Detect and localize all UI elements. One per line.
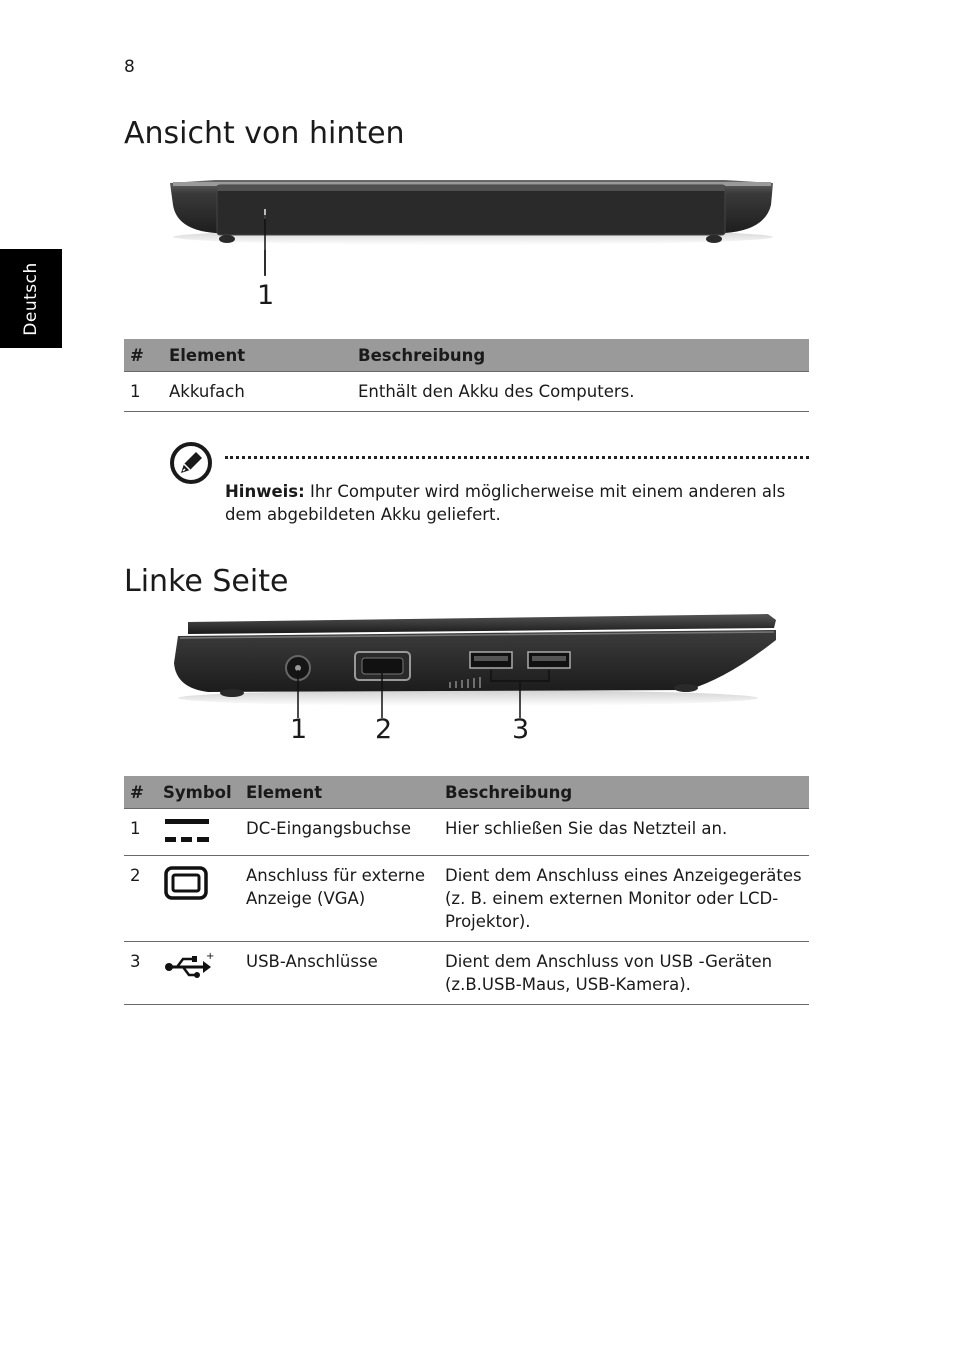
- table-row: [124, 856, 809, 942]
- side-tab-label: Deutsch: [21, 261, 41, 336]
- column-header: #: [124, 339, 163, 372]
- left-view-illustration: [168, 608, 783, 708]
- callout-number: 2: [375, 714, 393, 745]
- usb-icon: [163, 950, 213, 982]
- callout-number: 1: [257, 280, 275, 311]
- note-divider: [225, 456, 809, 459]
- row-symbol: [157, 942, 240, 1005]
- table-row: [124, 942, 809, 1005]
- row-description: Dient dem Anschluss eines Anzeigegerätes (z. B. einem externen Monitor oder LCD-Projektor).: [439, 856, 809, 942]
- row-description: Hier schließen Sie das Netzteil an.: [439, 809, 809, 856]
- row-element: Anschluss für externe Anzeige (VGA): [240, 856, 439, 942]
- callout-line: [264, 250, 268, 278]
- row-description: Enthält den Akku des Computers.: [352, 372, 809, 412]
- column-header: Beschreibung: [352, 339, 809, 372]
- note-body: Ihr Computer wird möglicherweise mit einem anderen als dem abgebildeten Akku geliefert.: [225, 482, 786, 524]
- row-number: 1: [124, 809, 157, 856]
- note: [225, 480, 805, 526]
- column-header: #: [124, 776, 157, 809]
- row-number: 1: [124, 372, 163, 412]
- row-element: Akkufach: [163, 372, 352, 412]
- column-header: Element: [163, 339, 352, 372]
- callout-number: 3: [512, 714, 530, 745]
- row-element: DC-Eingangsbuchse: [240, 809, 439, 856]
- row-symbol: [157, 809, 240, 856]
- table-row: [124, 809, 809, 856]
- row-number: 3: [124, 942, 157, 1005]
- table-header-row: [124, 339, 809, 372]
- section-title-rear: Ansicht von hinten: [124, 116, 405, 151]
- row-number: 2: [124, 856, 157, 942]
- callout-number: 1: [290, 714, 308, 745]
- column-header: Element: [240, 776, 439, 809]
- column-header: Beschreibung: [439, 776, 809, 809]
- svg-text:+: +: [206, 951, 215, 962]
- section-title-left: Linke Seite: [124, 564, 289, 599]
- table-header-row: [124, 776, 809, 809]
- row-element: USB-Anschlüsse: [240, 942, 439, 1005]
- rear-view-illustration: [165, 175, 780, 250]
- table-row: [124, 372, 809, 412]
- page-number: 8: [124, 57, 135, 77]
- left-spec-table: [124, 776, 809, 1005]
- rear-spec-table: [124, 339, 809, 412]
- note-label: Hinweis:: [225, 482, 305, 501]
- column-header: Symbol: [157, 776, 240, 809]
- row-symbol: [157, 856, 240, 942]
- vga-icon: [163, 864, 211, 904]
- dc-in-icon: [163, 817, 211, 847]
- side-tab: [0, 249, 62, 348]
- row-description: Dient dem Anschluss von USB -Geräten (z.B.USB-Maus, USB-Kamera).: [439, 942, 809, 1005]
- note-icon: [168, 440, 214, 486]
